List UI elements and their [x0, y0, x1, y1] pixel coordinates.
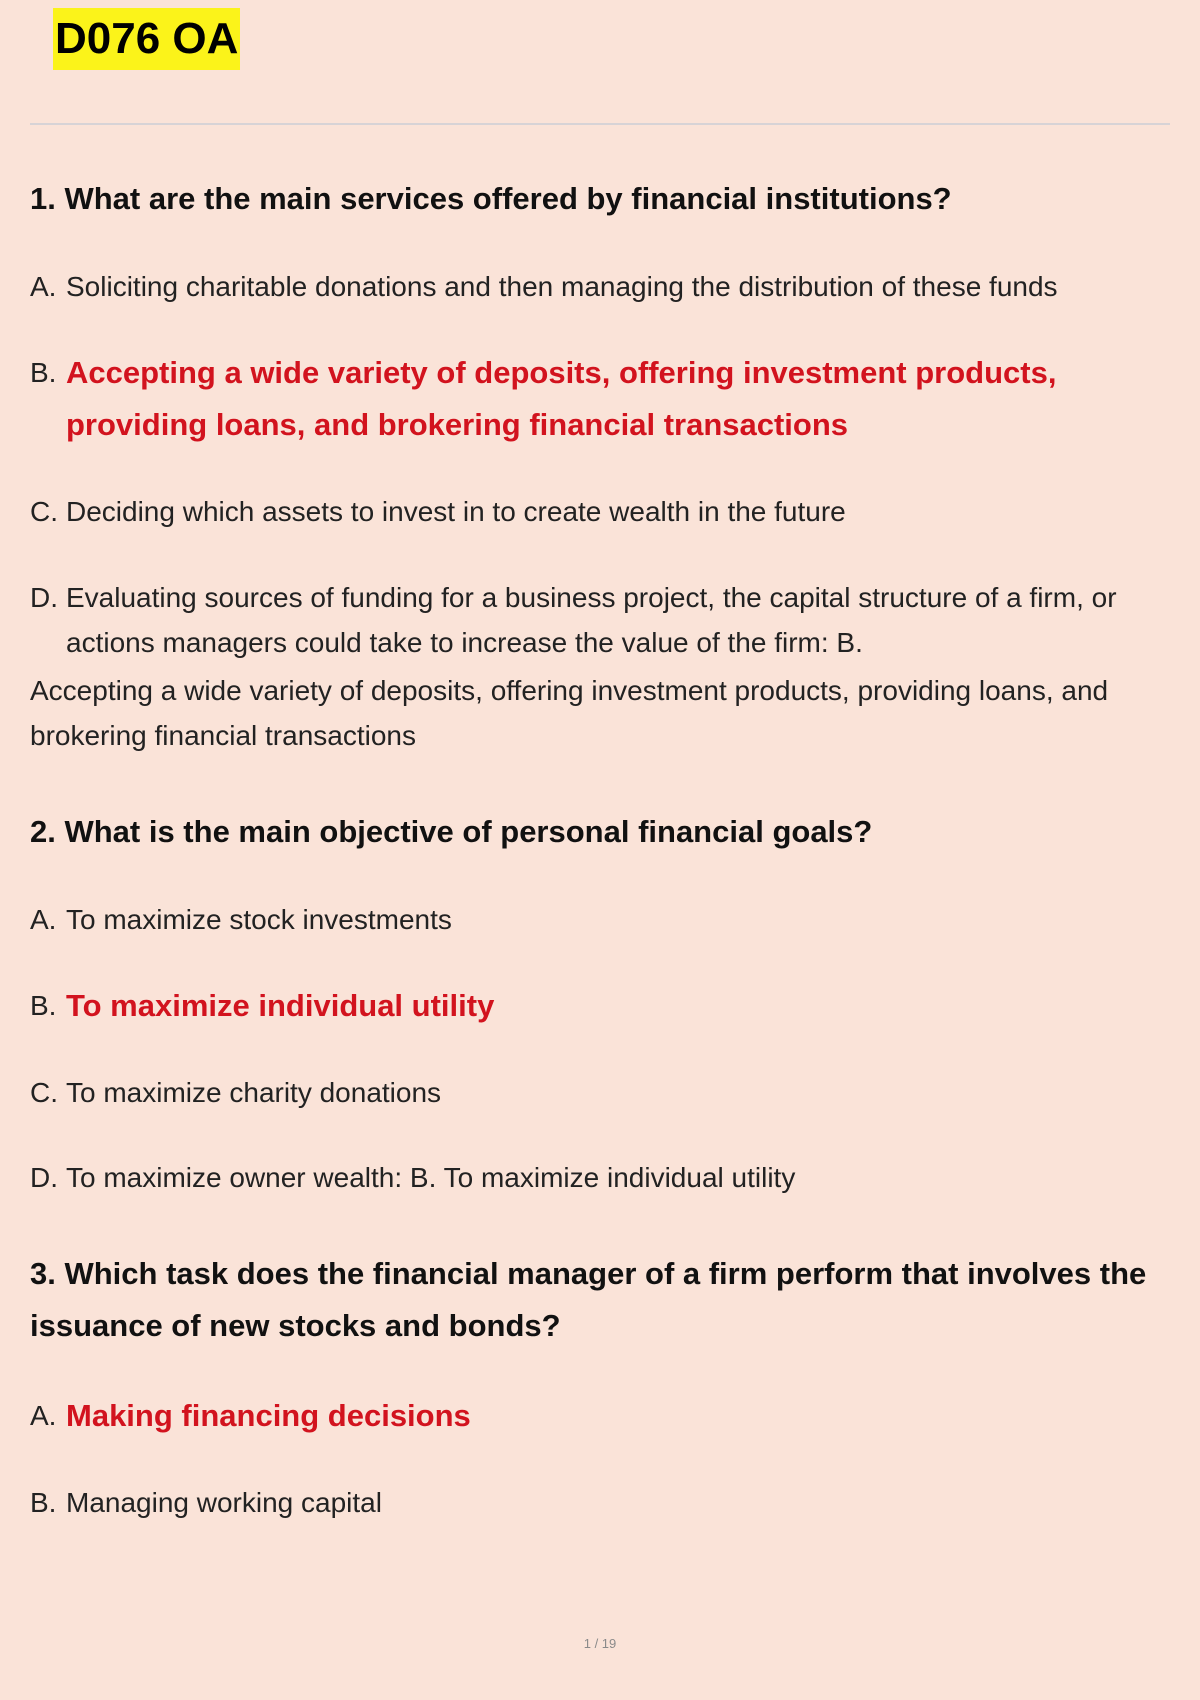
option-text-correct: Making financing decisions: [66, 1398, 471, 1433]
question-1-option-c: [30, 489, 1170, 534]
question-2-option-d: [30, 1155, 1170, 1200]
option-letter: D.: [30, 582, 58, 613]
question-1-answer-note: Accepting a wide variety of deposits, offering investment products, providing loans, and brokering financial transactions: [30, 675, 1109, 751]
option-letter: B.: [30, 357, 57, 388]
question-2-option-b-correct: [30, 980, 1170, 1032]
option-letter: B.: [30, 990, 57, 1021]
question-3-prompt: 3. Which task does the financial manager of a firm perform that involves the issuance of new stocks and bonds?: [30, 1256, 1147, 1343]
question-1-option-b-correct: [30, 347, 1170, 451]
option-letter: D.: [30, 1162, 58, 1193]
option-text-correct: To maximize individual utility: [66, 988, 495, 1023]
question-3-option-a-correct: [30, 1390, 1170, 1442]
question-2-option-c: [30, 1070, 1170, 1115]
option-text-correct: Accepting a wide variety of deposits, offering investment products, providing loans, and brokering financial transactions: [66, 355, 1057, 442]
option-text: Evaluating sources of funding for a business project, the capital structure of a firm, or actions managers could take to increase the value of the firm: B.: [66, 582, 1117, 658]
option-letter: A.: [30, 1400, 57, 1431]
title-divider: [30, 123, 1170, 125]
option-letter: C.: [30, 496, 58, 527]
option-text: To maximize owner wealth: B. To maximize individual utility: [66, 1162, 796, 1193]
option-letter: C.: [30, 1077, 58, 1108]
document-title: D076 OA: [53, 8, 240, 70]
question-1-prompt: 1. What are the main services offered by financial institutions?: [30, 181, 952, 216]
option-text: Soliciting charitable donations and then managing the distribution of these funds: [66, 271, 1058, 302]
question-2-prompt: 2. What is the main objective of personal financial goals?: [30, 814, 873, 849]
question-1-option-a: [30, 264, 1170, 309]
question-1-option-d: [30, 575, 1170, 665]
option-text: To maximize charity donations: [66, 1077, 442, 1108]
option-text: To maximize stock investments: [66, 904, 452, 935]
option-letter: A.: [30, 271, 57, 302]
option-text: Managing working capital: [66, 1487, 382, 1518]
option-letter: B.: [30, 1487, 57, 1518]
page-number: 1 / 19: [583, 1636, 617, 1651]
question-2-option-a: [30, 897, 1170, 942]
question-3-option-b: [30, 1480, 1170, 1525]
option-text: Deciding which assets to invest in to create wealth in the future: [66, 496, 846, 527]
option-letter: A.: [30, 904, 57, 935]
